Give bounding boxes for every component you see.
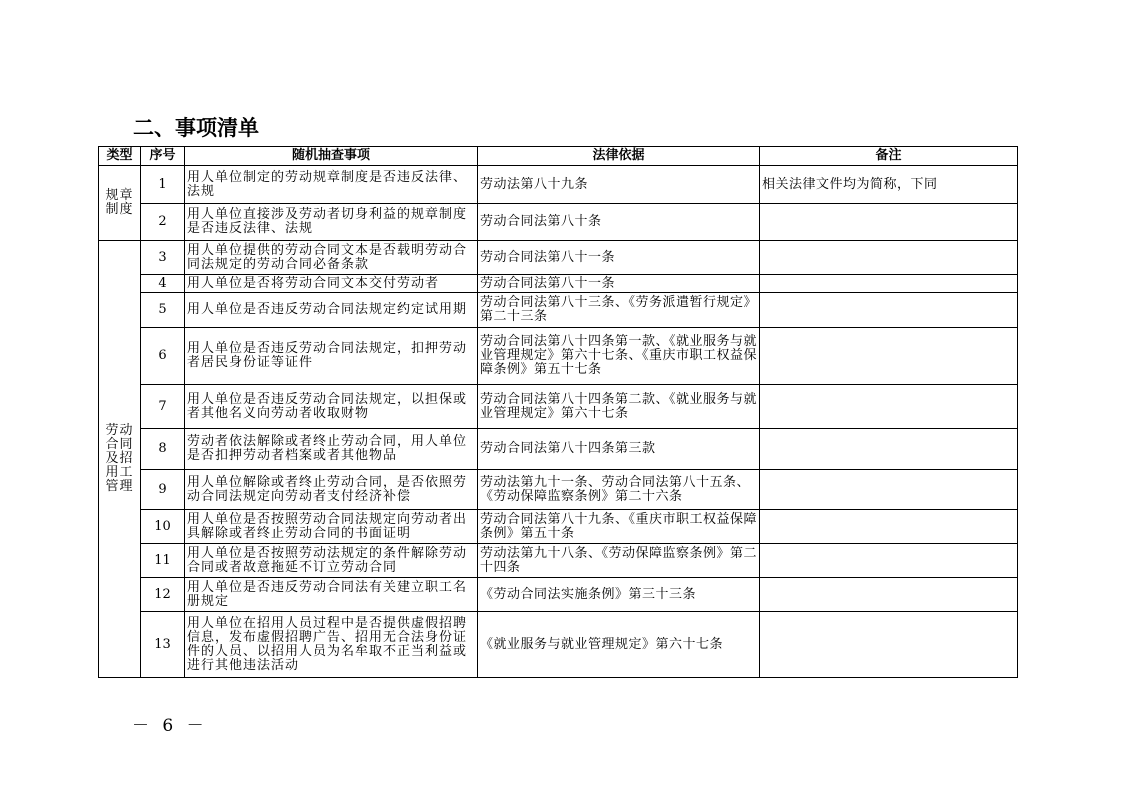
note-cell xyxy=(760,241,1018,275)
seq-cell: 2 xyxy=(141,204,185,241)
basis-cell: 《就业服务与就业管理规定》第六十七条 xyxy=(478,612,760,678)
table-row xyxy=(99,578,1018,612)
table-row xyxy=(99,275,1018,293)
column-header-basis: 法律依据 xyxy=(478,147,760,166)
seq-cell: 9 xyxy=(141,470,185,510)
table-row xyxy=(99,385,1018,429)
seq-cell: 4 xyxy=(141,275,185,293)
seq-cell: 8 xyxy=(141,429,185,470)
table-header-row xyxy=(99,147,1018,166)
basis-cell: 劳动合同法第八十四条第一款、《就业服务与就业管理规定》第六十七条、《重庆市职工权益保障条例》第五十七条 xyxy=(478,328,760,385)
item-cell: 用人单位是否将劳动合同文本交付劳动者 xyxy=(185,275,478,293)
column-header-type: 类型 xyxy=(99,147,141,166)
section-heading: 二、事项清单 xyxy=(133,116,259,140)
note-cell xyxy=(760,510,1018,544)
seq-cell: 7 xyxy=(141,385,185,429)
basis-cell: 劳动法第八十九条 xyxy=(478,166,760,204)
basis-cell: 劳动合同法第八十四条第二款、《就业服务与就业管理规定》第六十七条 xyxy=(478,385,760,429)
note-cell xyxy=(760,578,1018,612)
table-row xyxy=(99,612,1018,678)
basis-cell: 《劳动合同法实施条例》第三十三条 xyxy=(478,578,760,612)
basis-cell: 劳动合同法第八十一条 xyxy=(478,275,760,293)
basis-cell: 劳动合同法第八十四条第三款 xyxy=(478,429,760,470)
seq-cell: 1 xyxy=(141,166,185,204)
note-cell xyxy=(760,544,1018,578)
basis-cell: 劳动法第九十一条、劳动合同法第八十五条、《劳动保障监察条例》第二十六条 xyxy=(478,470,760,510)
seq-cell: 10 xyxy=(141,510,185,544)
column-header-note: 备注 xyxy=(760,147,1018,166)
item-cell: 用人单位是否违反劳动合同法规定，扣押劳动者居民身份证等证件 xyxy=(185,328,478,385)
note-cell xyxy=(760,429,1018,470)
category-cell: 规章制度 xyxy=(99,166,141,241)
basis-cell: 劳动合同法第八十条 xyxy=(478,204,760,241)
basis-cell: 劳动法第九十八条、《劳动保障监察条例》第二十四条 xyxy=(478,544,760,578)
item-cell: 劳动者依法解除或者终止劳动合同，用人单位是否扣押劳动者档案或者其他物品 xyxy=(185,429,478,470)
item-cell: 用人单位制定的劳动规章制度是否违反法律、法规 xyxy=(185,166,478,204)
table-row xyxy=(99,510,1018,544)
note-cell xyxy=(760,328,1018,385)
seq-cell: 13 xyxy=(141,612,185,678)
table-row xyxy=(99,241,1018,275)
note-cell xyxy=(760,293,1018,328)
note-cell xyxy=(760,204,1018,241)
table-row xyxy=(99,328,1018,385)
seq-cell: 3 xyxy=(141,241,185,275)
note-cell xyxy=(760,612,1018,678)
item-cell: 用人单位是否违反劳动合同法有关建立职工名册规定 xyxy=(185,578,478,612)
note-cell xyxy=(760,275,1018,293)
category-cell: 劳动合同及招用工管理 xyxy=(99,241,141,678)
note-cell xyxy=(760,385,1018,429)
table-row xyxy=(99,470,1018,510)
table-row xyxy=(99,293,1018,328)
basis-cell: 劳动合同法第八十九条、《重庆市职工权益保障条例》第五十条 xyxy=(478,510,760,544)
column-header-item: 随机抽查事项 xyxy=(185,147,478,166)
column-header-seq: 序号 xyxy=(141,147,185,166)
item-cell: 用人单位是否违反劳动合同法规定约定试用期 xyxy=(185,293,478,328)
item-cell: 用人单位是否违反劳动合同法规定，以担保或者其他名义向劳动者收取财物 xyxy=(185,385,478,429)
item-cell: 用人单位提供的劳动合同文本是否载明劳动合同法规定的劳动合同必备条款 xyxy=(185,241,478,275)
table-row xyxy=(99,544,1018,578)
basis-cell: 劳动合同法第八十三条、《劳务派遣暂行规定》第二十三条 xyxy=(478,293,760,328)
table-row xyxy=(99,204,1018,241)
item-cell: 用人单位在招用人员过程中是否提供虚假招聘信息，发布虚假招聘广告、招用无合法身份证件的人员、以招用人员为名牟取不正当利益或进行其他违法活动 xyxy=(185,612,478,678)
item-cell: 用人单位直接涉及劳动者切身利益的规章制度是否违反法律、法规 xyxy=(185,204,478,241)
table-row xyxy=(99,166,1018,204)
basis-cell: 劳动合同法第八十一条 xyxy=(478,241,760,275)
note-cell xyxy=(760,470,1018,510)
table-row xyxy=(99,429,1018,470)
seq-cell: 12 xyxy=(141,578,185,612)
item-cell: 用人单位是否按照劳动法规定的条件解除劳动合同或者故意拖延不订立劳动合同 xyxy=(185,544,478,578)
page-number: － 6 － xyxy=(132,716,208,736)
seq-cell: 5 xyxy=(141,293,185,328)
note-cell: 相关法律文件均为简称，下同 xyxy=(760,166,1018,204)
inspection-items-table xyxy=(98,146,1018,678)
item-cell: 用人单位解除或者终止劳动合同，是否依照劳动合同法规定向劳动者支付经济补偿 xyxy=(185,470,478,510)
seq-cell: 6 xyxy=(141,328,185,385)
seq-cell: 11 xyxy=(141,544,185,578)
item-cell: 用人单位是否按照劳动合同法规定向劳动者出具解除或者终止劳动合同的书面证明 xyxy=(185,510,478,544)
